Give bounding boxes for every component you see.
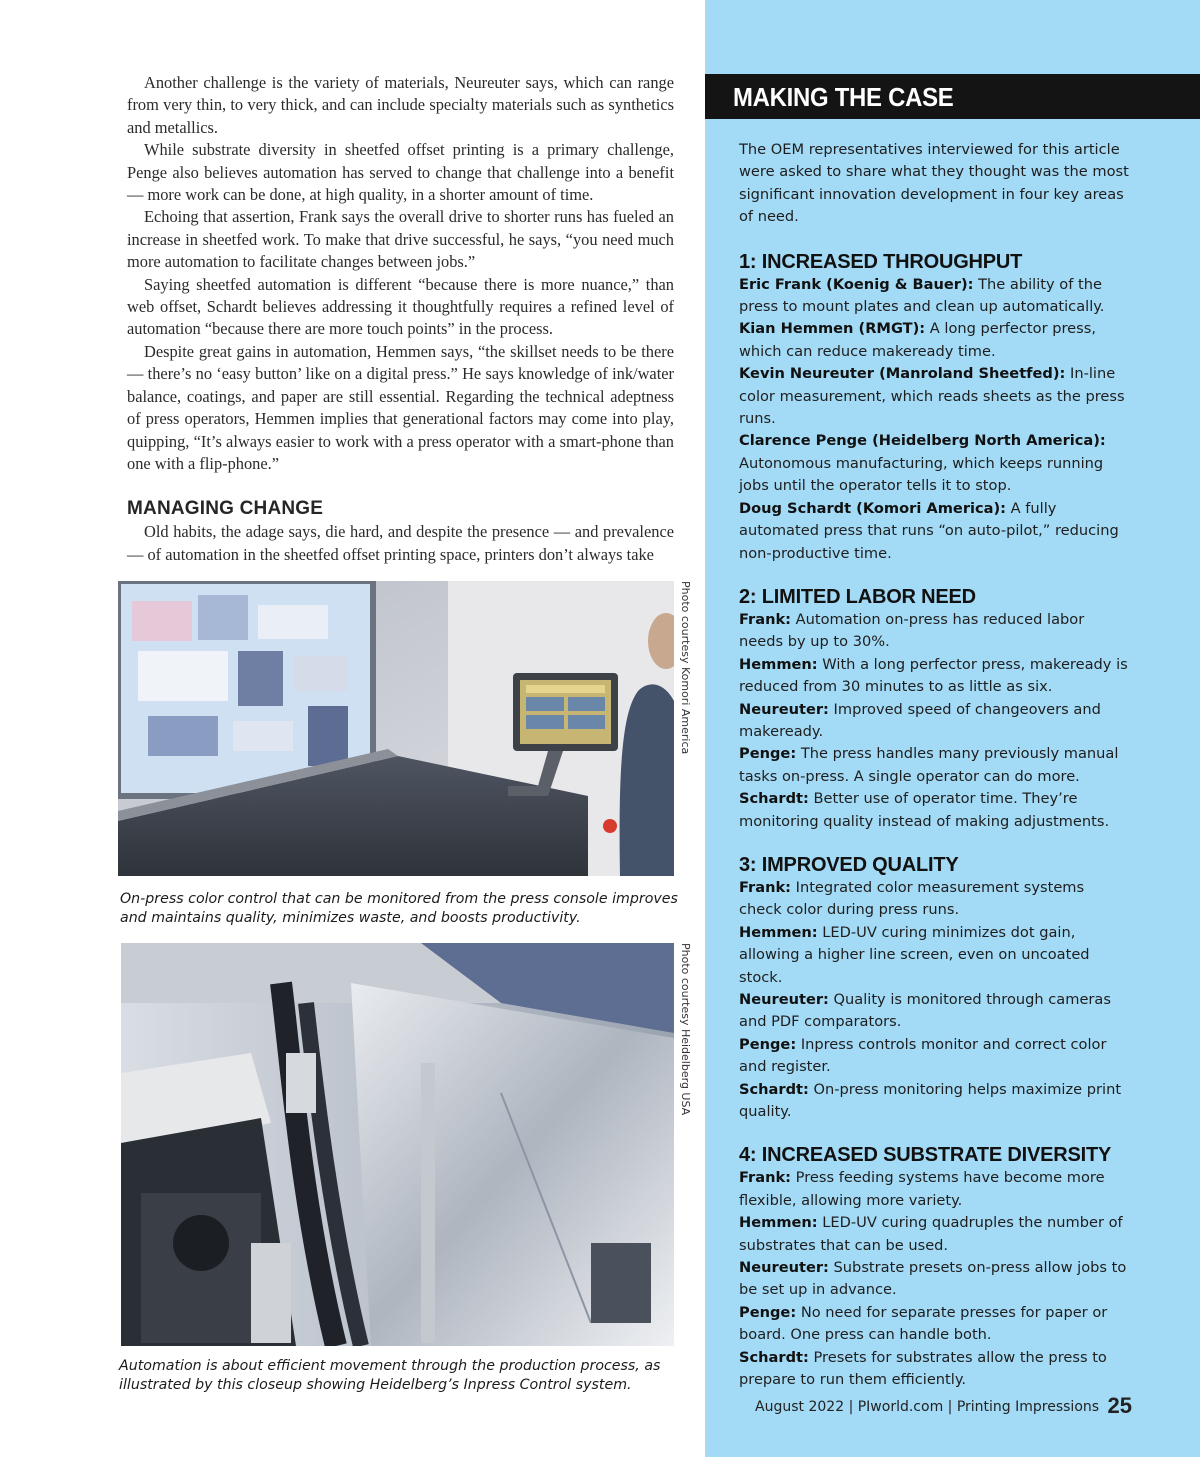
entry-speaker: Neureuter: <box>739 1259 829 1277</box>
sidebar-area <box>739 853 1129 1123</box>
entry-speaker: Schardt: <box>739 790 809 808</box>
entry-speaker: Frank: <box>739 878 792 896</box>
entry-text: Automation on-press has reduced labor needs by up to 30%. <box>739 610 1085 651</box>
entry-speaker: Schardt: <box>739 1080 809 1098</box>
article-paragraph: Another challenge is the variety of materials, Neureuter says, which can range from very thin, to very thick, and can include specialty materials such as synthetics and metallics. <box>127 73 674 137</box>
photo-caption: On-press color control that can be monitored from the press console improves and maintains quality, minimizes waste, and boosts productivity. <box>120 891 678 926</box>
entry-text: The press handles many previously manual tasks on-press. A single operator can do more. <box>739 745 1119 785</box>
sidebar-areas <box>739 250 1129 1392</box>
entry-speaker: Eric Frank (Koenig & Bauer): <box>739 275 974 293</box>
entry-text: Improved speed of changeovers and makeready. <box>739 700 1101 740</box>
entry-text: On-press monitoring helps maximize print quality. <box>739 1080 1122 1121</box>
area-entry <box>739 274 1129 319</box>
entry-text: Press feeding systems have become more flexible, allowing more variety. <box>739 1169 1105 1209</box>
entry-speaker: Hemmen: <box>739 923 818 941</box>
entry-text: The ability of the press to mount plates and clean up automatically. <box>739 275 1105 316</box>
entry-text: With a long perfector press, makeready is reduced from 30 minutes to as little as six. <box>739 655 1128 696</box>
entry-text: Integrated color measurement systems check color during press runs. <box>739 878 1085 919</box>
photo-caption: Automation is about efficient movement through the production process, as illustrated by this closeup showing Heidelberg’s Inpress Control system. <box>119 1358 661 1393</box>
sidebar-making-the-case <box>705 0 1200 1457</box>
area-entry <box>739 1079 1129 1124</box>
area-entry <box>739 363 1129 430</box>
entry-speaker: Kevin Neureuter (Manroland Sheetfed): <box>739 365 1066 383</box>
article-paragraph: Saying sheetfed automation is different “because there is more nuance,” than web offset, Schardt believes addressing it thoughtfully requires a refined level of automation “because there are more touch points” in the process. <box>127 274 674 339</box>
article-paragraph: Despite great gains in automation, Hemmen says, “the skillset needs to be there — there’s no ‘easy button’ like on a digital press.” He says knowledge of ink/water balance, coatings, and paper are still essential. Regarding the technical adeptness of press operators, Hemmen implies that generational factors may come into play, quipping, “It’s always easier to work with a press operator with a smart-phone than one with a flip-phone.” <box>127 341 674 473</box>
area-entry <box>739 1034 1129 1079</box>
entry-text: A fully automated press that runs “on auto-pilot,” reducing non-productive time. <box>739 499 1119 562</box>
area-entry <box>739 788 1129 833</box>
area-heading: 1: INCREASED THROUGHPUT <box>739 250 1023 273</box>
sidebar-content <box>739 139 1129 1412</box>
section-heading: MANAGING CHANGE <box>127 498 324 520</box>
entry-speaker: Frank: <box>739 1169 792 1187</box>
entry-speaker: Schardt: <box>739 1348 809 1366</box>
article-paragraph: Echoing that assertion, Frank says the overall drive to shorter runs has fueled an increase in sheetfed work. To make that drive successful, he says, “you need much more automation to facilitate changes between jobs.” <box>127 207 674 272</box>
entry-text: Substrate presets on-press allow jobs to be set up in advance. <box>739 1259 1127 1299</box>
entry-speaker: Hemmen: <box>739 1214 818 1232</box>
area-entry <box>739 877 1129 922</box>
sidebar-banner <box>705 74 1200 119</box>
area-entry <box>739 1212 1129 1257</box>
entry-speaker: Hemmen: <box>739 655 818 673</box>
entry-text: In-line color measurement, which reads sheets as the press runs. <box>739 365 1125 428</box>
area-entry <box>739 1302 1129 1347</box>
article-paragraph: While substrate diversity in sheetfed offset printing is a primary challenge, Penge also believes automation has served to change that challenge into a benefit — more work can be done, at high quality, in a shorter amount of time. <box>127 140 674 205</box>
page-footer <box>755 1393 1132 1419</box>
area-entry <box>739 989 1129 1034</box>
area-entry <box>739 1347 1129 1392</box>
area-entry <box>739 922 1129 989</box>
sidebar-intro: The OEM representatives interviewed for this article were asked to share what they thought was the most significant innovation development in four key areas of need. <box>739 141 1129 226</box>
sidebar-area <box>739 1143 1129 1391</box>
entry-speaker: Penge: <box>739 1035 797 1053</box>
entry-text: Autonomous manufacturing, which keeps running jobs until the operator tells it to stop. <box>739 454 1104 495</box>
page-number: 25 <box>1107 1393 1132 1418</box>
area-entry <box>739 654 1129 699</box>
sidebar-title: MAKING THE CASE <box>733 82 954 112</box>
entry-text: LED-UV curing quadruples the number of substrates that can be used. <box>739 1214 1123 1254</box>
area-entry <box>739 743 1129 788</box>
entry-speaker: Penge: <box>739 745 797 763</box>
entry-speaker: Kian Hemmen (RMGT): <box>739 320 926 338</box>
entry-text: Presets for substrates allow the press to prepare to run them efficiently. <box>739 1348 1107 1389</box>
area-entry <box>739 609 1129 654</box>
article-body <box>127 72 674 566</box>
entry-text: A long perfector press, which can reduce makeready time. <box>739 320 1096 360</box>
sidebar-area <box>739 250 1129 565</box>
area-entry <box>739 430 1129 497</box>
entry-text: Better use of operator time. They’re monitoring quality instead of making adjustments. <box>739 790 1110 830</box>
entry-speaker: Neureuter: <box>739 991 829 1008</box>
article-paragraph: Old habits, the adage says, die hard, and despite the presence — and prevalence — of automation in the sheetfed offset printing space, printers don’t always take <box>127 522 674 564</box>
area-entry <box>739 1257 1129 1302</box>
entry-speaker: Frank: <box>739 610 792 628</box>
inpress-control-photo <box>121 943 674 1346</box>
entry-speaker: Neureuter: <box>739 700 829 718</box>
area-heading: 4: INCREASED SUBSTRATE DIVERSITY <box>739 1144 1112 1167</box>
entry-speaker: Clarence Penge (Heidelberg North America): <box>739 432 1106 450</box>
entry-speaker: Doug Schardt (Komori America): <box>739 499 1007 517</box>
entry-text: Inpress controls monitor and correct color and register. <box>739 1035 1107 1076</box>
entry-speaker: Penge: <box>739 1303 797 1321</box>
entry-text: Quality is monitored through cameras and PDF comparators. <box>739 991 1111 1031</box>
area-entry <box>739 498 1129 565</box>
entry-text: No need for separate presses for paper or board. One press can handle both. <box>739 1303 1108 1344</box>
area-heading: 3: IMPROVED QUALITY <box>739 853 959 876</box>
area-entry <box>739 699 1129 744</box>
press-console-photo <box>118 581 674 876</box>
photo-credit: Photo courtesy Komori America <box>679 581 692 755</box>
area-entry <box>739 1167 1129 1212</box>
photo-credit: Photo courtesy Heidelberg USA <box>679 943 692 1116</box>
area-entry <box>739 318 1129 363</box>
entry-text: LED-UV curing minimizes dot gain, allowing a higher line screen, even on uncoated stock. <box>739 923 1090 986</box>
sidebar-area <box>739 585 1129 833</box>
area-heading: 2: LIMITED LABOR NEED <box>739 585 976 608</box>
footer-issue: August 2022 | PIworld.com | Printing Impressions <box>755 1399 1100 1415</box>
